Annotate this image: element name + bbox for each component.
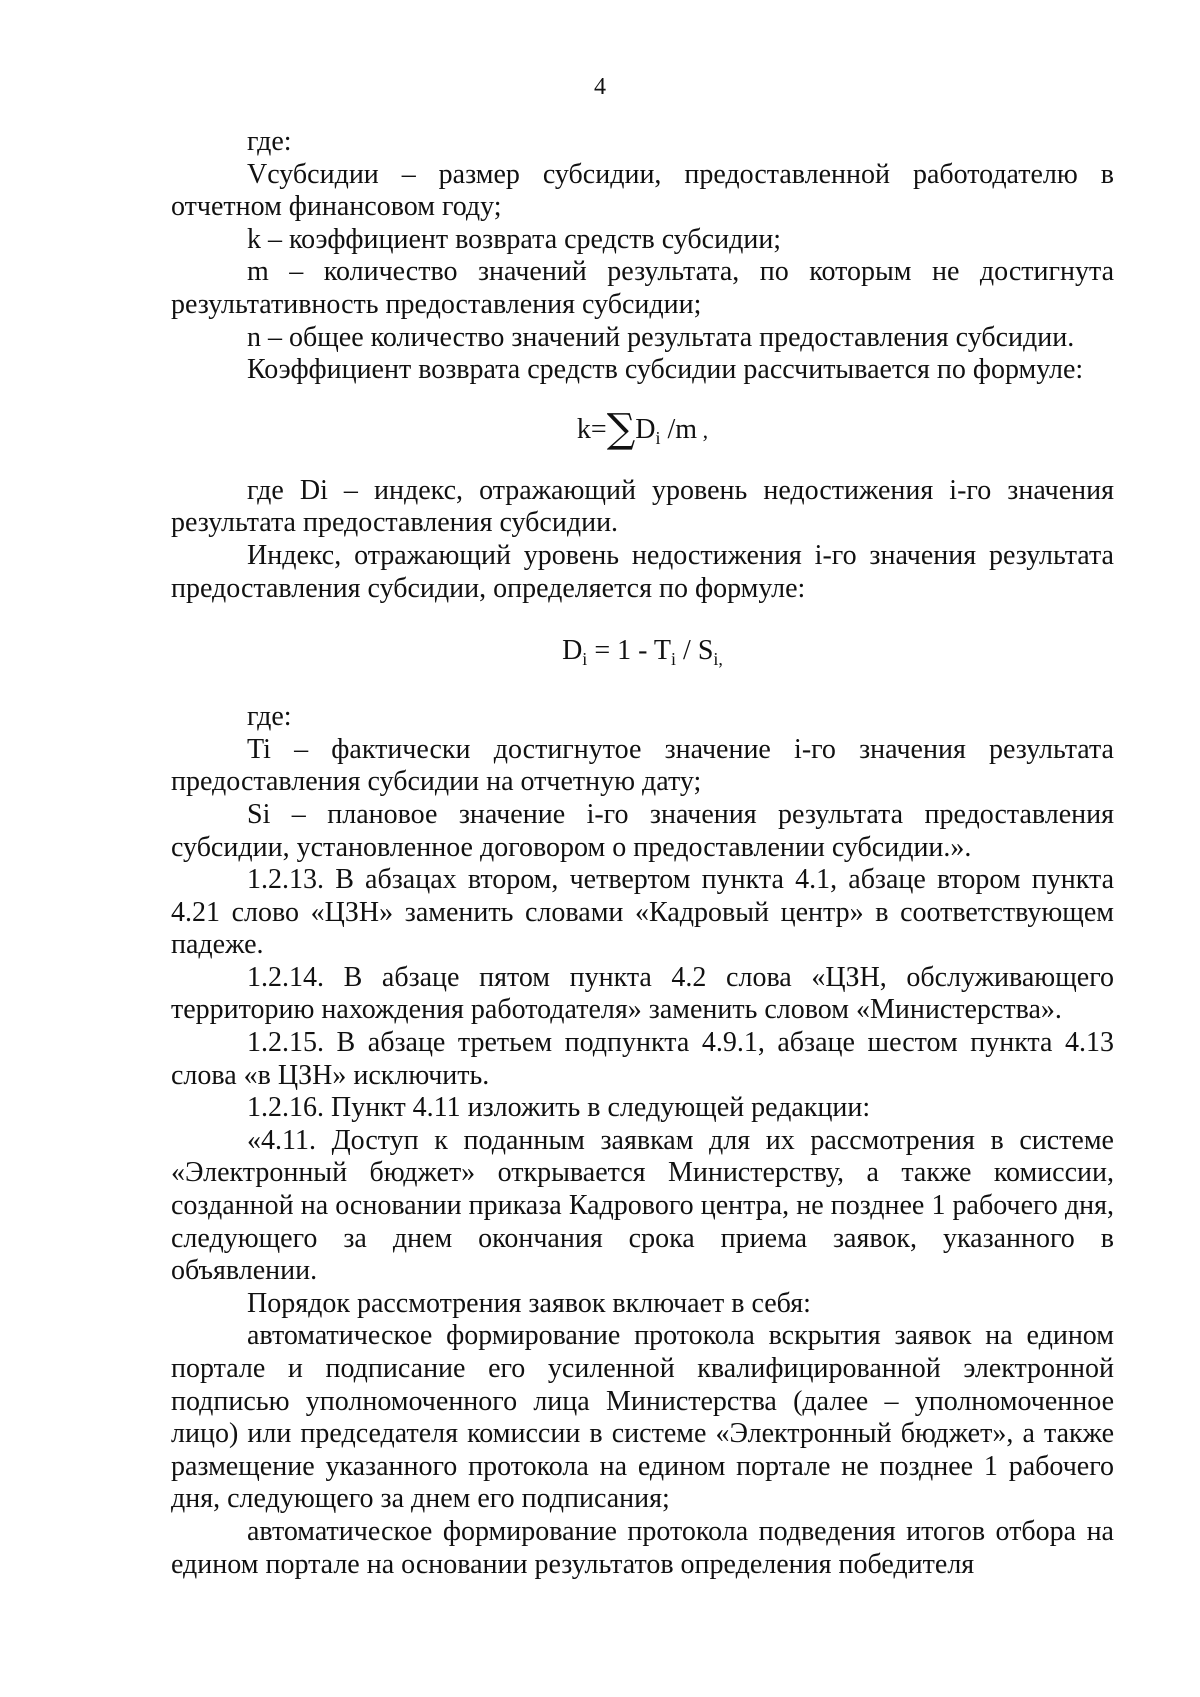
paragraph: где: [247, 126, 292, 157]
formula-k-var: D [635, 413, 656, 445]
formula-d-sub: i [582, 649, 588, 670]
document-body [171, 126, 1114, 1581]
paragraph: 1.2.15. В абзаце третьем подпункта 4.9.1, абзаце шестом пункта 4.13 слова «в ЦЗН» исключить. [171, 1027, 1114, 1091]
formula-d-var: D [562, 635, 583, 667]
formula-k-lhs: k= [576, 413, 607, 445]
paragraph: автоматическое формирование протокола подведения итогов отбора на едином портале на основании результатов определения победителя [171, 1515, 1114, 1580]
formula-d-slash: / S [676, 635, 714, 667]
paragraph: Коэффициент возврата средств субсидии рассчитывается по формуле: [247, 354, 1084, 386]
paragraph: где Di – индекс, отражающий уровень недостижения i-го значения результата предоставления субсидии. [171, 474, 1114, 539]
page-number: 4 [594, 74, 606, 100]
paragraph: Ti – фактически достигнутое значение i-го значения результата предоставления субсидии на отчетную дату; [171, 733, 1114, 798]
paragraph: 1.2.13. В абзацах втором, четвертом пункта 4.1, абзаце втором пункта 4.21 слово «ЦЗН» заменить словами «Кадровый центр» в соответствующем падеже. [171, 864, 1114, 961]
paragraph: Vсубсидии – размер субсидии, предоставленной работодателю в отчетном финансовом году; [171, 158, 1114, 223]
paragraph: Индекс, отражающий уровень недостижения i-го значения результата предоставления субсидии, определяется по формуле: [171, 539, 1114, 604]
formula-k-rest: /m [660, 413, 698, 445]
paragraph: k – коэффициент возврата средств субсидии; [247, 223, 782, 255]
paragraph: n – общее количество значений результата предоставления субсидии. [247, 321, 1075, 353]
paragraph: 1.2.16. Пункт 4.11 изложить в следующей редакции: [247, 1092, 871, 1124]
sum-symbol: ∑ [606, 405, 636, 452]
formula-k-tail: , [697, 417, 709, 443]
formula-k [171, 405, 1114, 452]
formula-s-sub: i, [713, 649, 723, 670]
paragraph: где: [247, 701, 292, 733]
paragraph: «4.11. Доступ к поданным заявкам для их рассмотрения в системе «Электронный бюджет» открывается Министерству, а также комиссии, созданной на основании приказа Кадрового центра, не позднее 1 рабочего дня, следующего за днем окончания срока приема заявок, указанного в объявлении. [171, 1124, 1114, 1287]
formula-d-mid: = 1 - T [587, 635, 672, 667]
formula-d [171, 631, 1114, 671]
paragraph: m – количество значений результата, по которым не достигнута результативность предоставления субсидии; [171, 256, 1114, 320]
formula-t-sub: i [671, 649, 677, 670]
paragraph: 1.2.14. В абзаце пятом пункта 4.2 слова «ЦЗН, обслуживающего территорию нахождения работодателя» заменить словом «Министерства». [171, 961, 1114, 1026]
paragraph: Si – плановое значение i-го значения результата предоставления субсидии, установленное договором о предоставлении субсидии.». [171, 798, 1114, 863]
paragraph: Порядок рассмотрения заявок включает в себя: [247, 1287, 811, 1319]
paragraph: автоматическое формирование протокола вскрытия заявок на едином портале и подписание его усиленной квалифицированной электронной подписью уполномоченного лица Министерства (далее – уполномоченное лицо) или председателя комиссии в системе «Электронный бюджет», а также размещение указанного протокола на едином портале не позднее 1 рабочего дня, следующего за днем его подписания; [171, 1320, 1114, 1515]
formula-k-sub: i [655, 427, 661, 448]
